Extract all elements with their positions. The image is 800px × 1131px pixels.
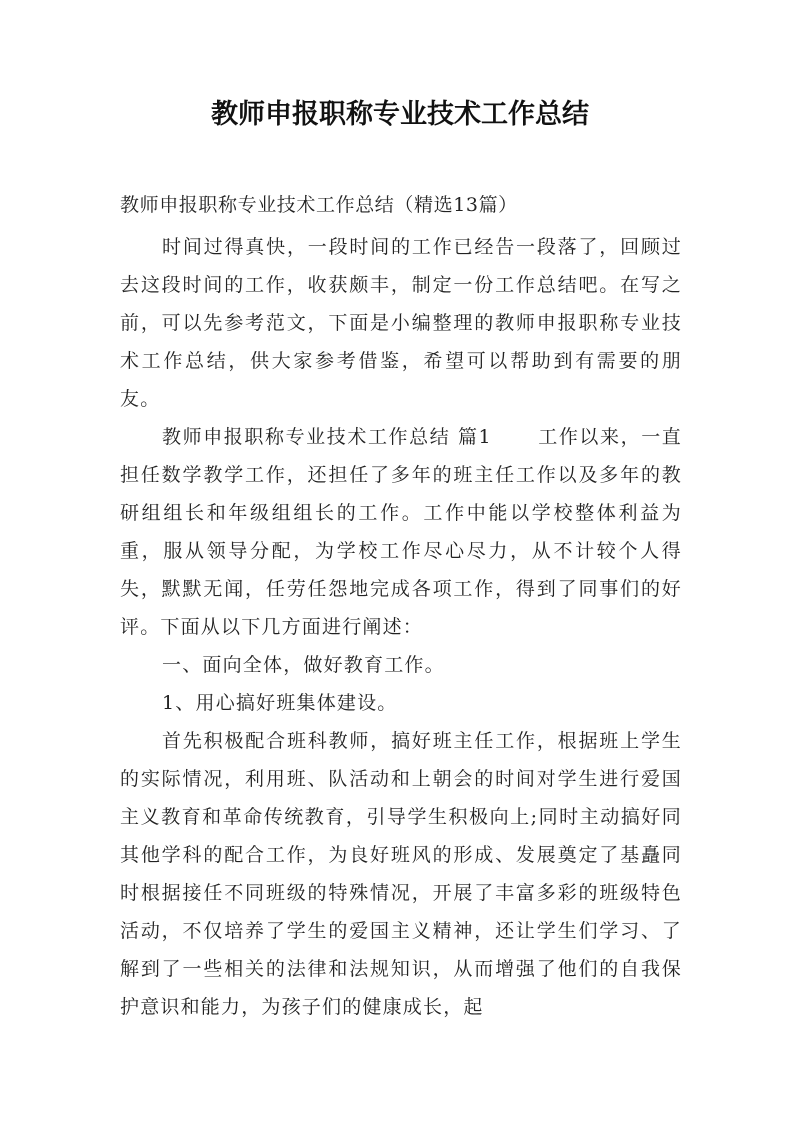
subsection-1-heading: 1、用心搞好班集体建设。 xyxy=(162,692,398,714)
document-subtitle: 教师申报职称专业技术工作总结（精选13篇） xyxy=(120,194,518,216)
document-title: 教师申报职称专业技术工作总结 xyxy=(211,99,589,130)
article-1-paragraph xyxy=(120,418,682,646)
article-1-heading: 教师申报职称专业技术工作总结 篇1 xyxy=(162,426,492,448)
intro-paragraph: 时间过得真快，一段时间的工作已经告一段落了，回顾过去这段时间的工作，收获颇丰，制定一份工作总结吧。在写之前，可以先参考范文，下面是小编整理的教师申报职称专业技术工作总结，供大家参考借鉴，希望可以帮助到有需要的朋友。 xyxy=(120,236,682,410)
class-building-paragraph: 首先积极配合班科教师，搞好班主任工作，根据班上学生的实际情况，利用班、队活动和上朝会的时间对学生进行爱国主义教育和革命传统教育，引导学生积极向上;同时主动搞好同其他学科的配合工作，为良好班风的形成、发展奠定了基矗同时根据接任不同班级的特殊情况，开展了丰富多彩的班级特色活动，不仅培养了学生的爱国主义精神，还让学生们学习、了解到了一些相关的法律和法规知识，从而增强了他们的自我保护意识和能力，为孩子们的健康成长，起 xyxy=(120,730,682,1018)
article-1-text: 工作以来，一直担任数学教学工作，还担任了多年的班主任工作以及多年的教研组组长和年级组组长的工作。工作中能以学校整体利益为重，服从领导分配，为学校工作尽心尽力，从不计较个人得失，默默无闻，任劳任怨地完成各项工作，得到了同事们的好评。下面从以下几方面进行阐述： xyxy=(120,426,683,638)
document-body xyxy=(120,186,682,1026)
section-1-heading: 一、面向全体，做好教育工作。 xyxy=(162,654,445,676)
